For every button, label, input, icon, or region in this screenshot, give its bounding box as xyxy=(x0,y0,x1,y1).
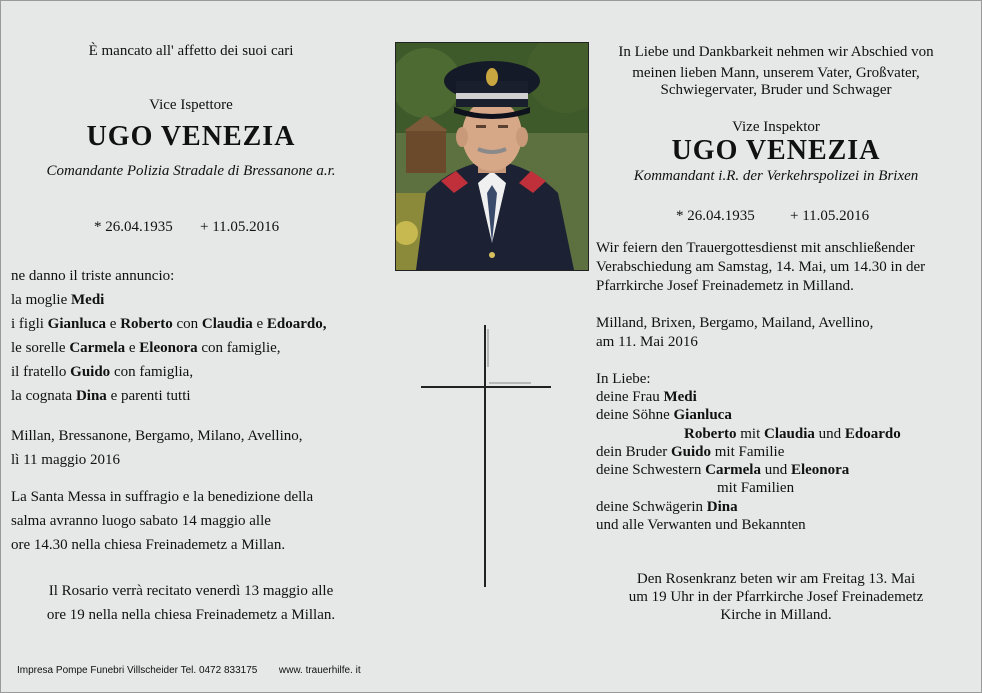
relative-text: deine Söhne xyxy=(596,407,674,423)
right-relative-line xyxy=(596,443,784,461)
relative-text: dein Bruder xyxy=(596,444,671,460)
right-role: Kommandant i.R. der Verkehrspolizei in Brixen xyxy=(633,168,919,184)
relative-text: e xyxy=(106,316,121,332)
right-mass-line: Wir feiern den Trauergottesdienst mit anschließender xyxy=(596,240,915,256)
left-announce: ne danno il triste annuncio: xyxy=(11,268,175,284)
right-relative-line: und alle Verwanten und Bekannten xyxy=(596,517,806,533)
relative-text: und xyxy=(814,426,845,442)
left-relative-line xyxy=(11,336,281,360)
right-relative-line xyxy=(596,498,738,516)
left-rank: Vice Ispettore xyxy=(149,97,233,113)
relative-text: mit xyxy=(736,426,765,442)
relative-name: Gianluca xyxy=(47,316,107,332)
relative-name: Roberto xyxy=(120,316,173,332)
relative-name: Edoardo xyxy=(844,426,901,442)
left-relative-line xyxy=(11,312,327,336)
relative-text: con famiglia, xyxy=(110,364,194,380)
relative-name: Carmela xyxy=(705,462,761,478)
relative-text: deine Frau xyxy=(596,389,664,405)
relative-text: deine Schwestern xyxy=(596,462,706,478)
right-mass-line: Pfarrkirche Josef Freinademetz in Milland. xyxy=(596,278,854,294)
left-name: UGO VENEZIA xyxy=(86,121,296,152)
relative-name: Carmela xyxy=(69,340,126,356)
left-place: Millan, Bressanone, Bergamo, Milano, Avellino, xyxy=(11,428,303,444)
left-relative-line xyxy=(11,288,104,312)
left-mass-line: ore 14.30 nella chiesa Freinademetz a Millan. xyxy=(11,537,286,553)
relative-name: Guido xyxy=(70,364,111,380)
right-intro-line: Schwiegervater, Bruder und Schwager xyxy=(660,82,892,98)
left-relative-line xyxy=(11,384,191,408)
relative-text: le sorelle xyxy=(11,340,70,356)
relative-name: Dina xyxy=(75,388,107,404)
right-rosary-line: Kirche in Milland. xyxy=(720,607,832,623)
left-role: Comandante Polizia Stradale di Bressanone a.r. xyxy=(46,163,336,179)
relative-text: mit Familie xyxy=(711,444,785,460)
left-mass-line: La Santa Messa in suffragio e la benedizione della xyxy=(11,489,314,505)
relative-name: Medi xyxy=(663,389,697,405)
footer xyxy=(17,665,361,676)
relative-name: Claudia xyxy=(764,426,815,442)
right-intro-line: meinen lieben Mann, unserem Vater, Großvater, xyxy=(632,65,920,81)
right-date: am 11. Mai 2016 xyxy=(596,334,698,350)
right-rosary-line: um 19 Uhr in der Pfarrkirche Josef Freinademetz xyxy=(628,589,924,605)
right-relative-line xyxy=(596,406,732,424)
relative-text: und xyxy=(760,462,791,478)
relative-text: con xyxy=(172,316,202,332)
cross-symbol xyxy=(419,323,559,591)
right-intro-line: In Liebe und Dankbarkeit nehmen wir Abschied von xyxy=(618,44,934,60)
relative-text: la moglie xyxy=(11,292,71,308)
left-intro: È mancato all' affetto dei suoi cari xyxy=(88,43,294,59)
left-born: * 26.04.1935 xyxy=(94,219,173,235)
right-rank: Vize Inspektor xyxy=(732,119,820,135)
relative-text: la cognata xyxy=(11,388,76,404)
relative-text: e xyxy=(252,316,267,332)
left-relative-line xyxy=(11,360,193,384)
relative-name: Dina xyxy=(706,499,738,515)
left-date: lì 11 maggio 2016 xyxy=(11,452,121,468)
right-relative-line xyxy=(684,425,901,443)
left-mass-line: salma avranno luogo sabato 14 maggio alle xyxy=(11,513,271,529)
footer-website: www. trauerhilfe. it xyxy=(278,665,361,676)
relative-name: Gianluca xyxy=(673,407,732,423)
portrait-photo xyxy=(395,42,589,271)
right-relative-line: mit Familien xyxy=(717,480,795,496)
relative-name: Roberto xyxy=(684,426,737,442)
relative-text: i figli xyxy=(11,316,48,332)
left-died: + 11.05.2016 xyxy=(200,219,280,235)
relative-text: e xyxy=(125,340,140,356)
relative-name: Guido xyxy=(670,444,712,460)
left-rosary-line: ore 19 nella nella chiesa Freinademetz a Millan. xyxy=(46,607,336,623)
relative-name: Eleonora xyxy=(790,462,850,478)
relative-name: Medi xyxy=(71,292,105,308)
right-mass-line: Verabschiedung am Samstag, 14. Mai, um 14.30 in der xyxy=(596,259,926,275)
relative-text: e parenti tutti xyxy=(106,388,191,404)
right-place: Milland, Brixen, Bergamo, Mailand, Avellino, xyxy=(596,315,874,331)
right-died: + 11.05.2016 xyxy=(790,208,870,224)
relative-text: il fratello xyxy=(11,364,71,380)
right-name: UGO VENEZIA xyxy=(671,135,881,166)
right-relative-line xyxy=(596,388,697,406)
relative-name: Edoardo, xyxy=(266,316,327,332)
relative-name: Eleonora xyxy=(139,340,198,356)
right-rosary-line: Den Rosenkranz beten wir am Freitag 13. Mai xyxy=(636,571,916,587)
portrait-illustration xyxy=(396,43,588,270)
left-rosary-line: Il Rosario verrà recitato venerdì 13 maggio alle xyxy=(48,583,334,599)
relative-name: Claudia xyxy=(201,316,253,332)
footer-company: Impresa Pompe Funebri Villscheider Tel. 0472 833175 xyxy=(17,665,258,676)
relative-text: con famiglie, xyxy=(197,340,281,356)
relative-text: deine Schwägerin xyxy=(596,499,707,515)
right-born: * 26.04.1935 xyxy=(676,208,755,224)
right-relative-line xyxy=(596,461,849,479)
right-love: In Liebe: xyxy=(596,371,651,387)
